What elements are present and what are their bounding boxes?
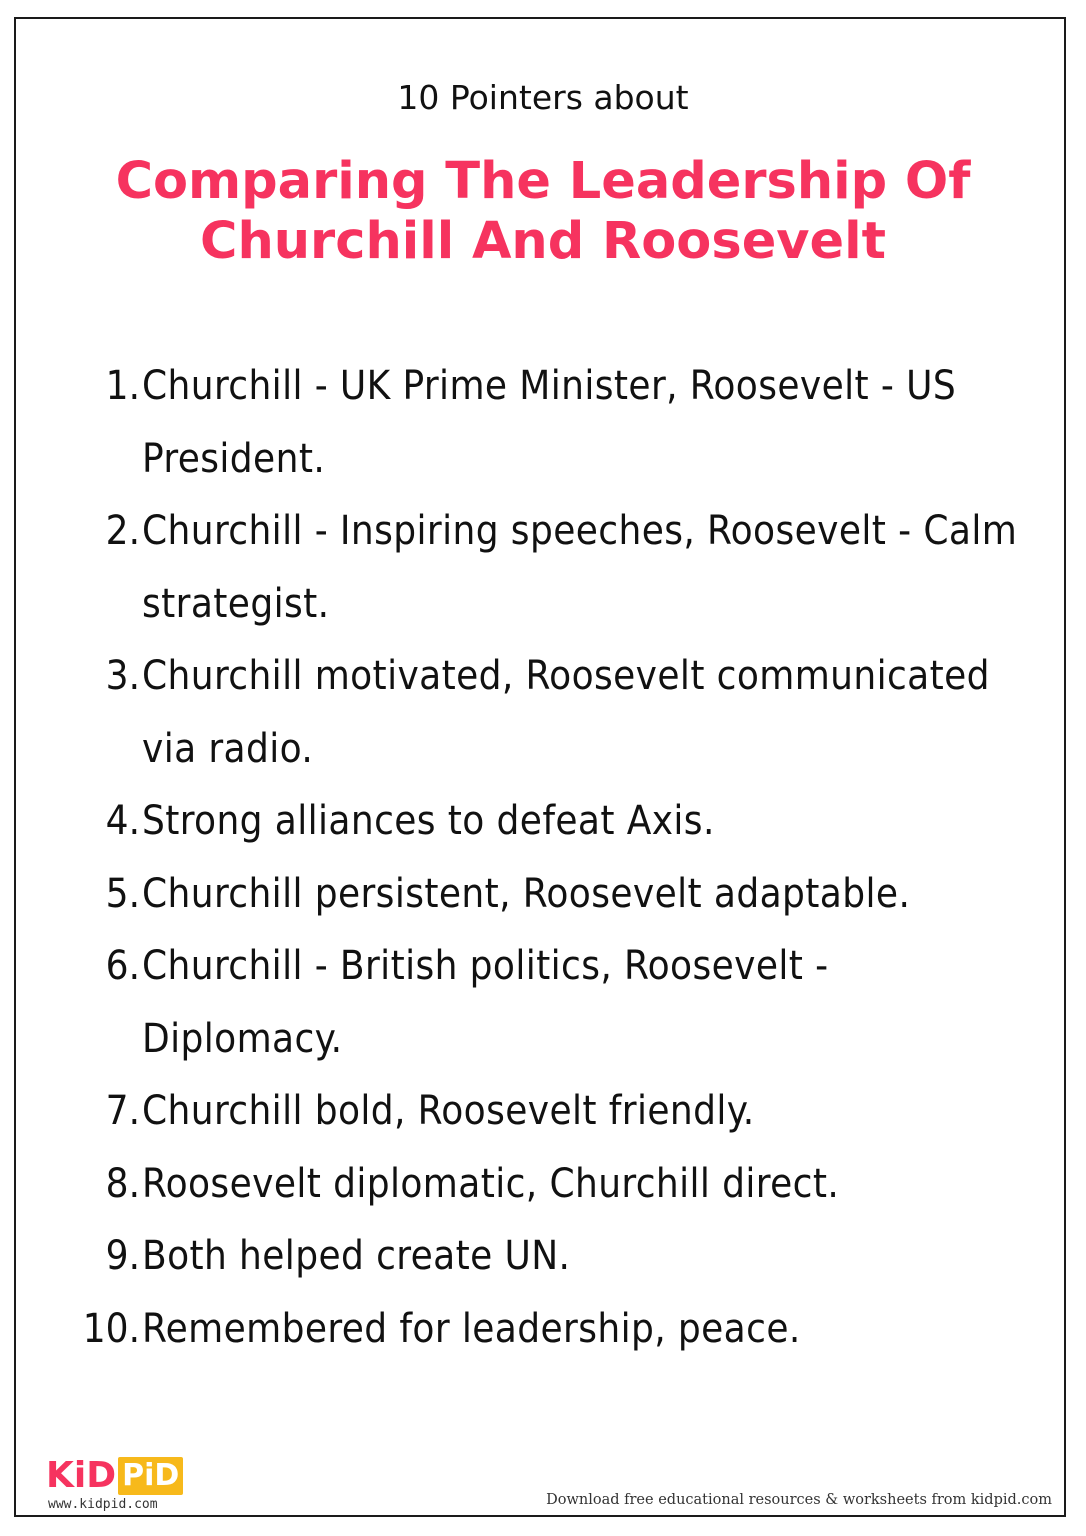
item-number: 6. bbox=[105, 943, 140, 989]
item-text: Churchill - Inspiring speeches, Roosevelt - Calm strategist. bbox=[142, 508, 1018, 627]
item-text: Roosevelt diplomatic, Churchill direct. bbox=[142, 1160, 840, 1207]
item-number: 5. bbox=[105, 870, 140, 917]
list-item bbox=[60, 1293, 1030, 1366]
item-text: Churchill bold, Roosevelt friendly. bbox=[142, 1088, 755, 1134]
list-item bbox=[60, 495, 1030, 640]
item-number: 9. bbox=[105, 1233, 140, 1279]
logo-kid-text: KiD bbox=[46, 1455, 117, 1496]
item-number: 7. bbox=[105, 1088, 140, 1134]
title-line-1: Comparing The Leadership Of bbox=[115, 152, 971, 211]
item-number: 4. bbox=[105, 798, 140, 844]
item-number: 1. bbox=[105, 363, 140, 409]
item-text: Strong alliances to defeat Axis. bbox=[142, 798, 715, 844]
list-item bbox=[60, 858, 1030, 931]
item-number: 10. bbox=[82, 1305, 140, 1352]
item-number: 8. bbox=[105, 1160, 140, 1207]
title-line-2: Churchill And Roosevelt bbox=[200, 212, 886, 271]
list-item bbox=[60, 785, 1030, 858]
kidpid-logo bbox=[46, 1455, 183, 1497]
item-text: Churchill motivated, Roosevelt communicated via radio. bbox=[142, 653, 990, 772]
item-number: 3. bbox=[105, 653, 140, 699]
item-text: Remembered for leadership, peace. bbox=[142, 1305, 801, 1352]
footer-text: Download free educational resources & worksheets from kidpid.com bbox=[546, 1492, 1052, 1508]
item-text: Churchill persistent, Roosevelt adaptable. bbox=[142, 870, 911, 917]
list-item bbox=[60, 1075, 1030, 1148]
logo-pid-text: PiD bbox=[118, 1457, 183, 1495]
list-item bbox=[60, 350, 1030, 495]
list-item bbox=[60, 1148, 1030, 1221]
list-item bbox=[60, 1220, 1030, 1293]
item-text: Both helped create UN. bbox=[142, 1233, 571, 1279]
list-item bbox=[60, 930, 1030, 1075]
item-text: Churchill - British politics, Roosevelt - Diplomacy. bbox=[142, 943, 829, 1062]
list-item bbox=[60, 640, 1030, 785]
pointers-list bbox=[60, 350, 1030, 1365]
kicker-heading: 10 Pointers about bbox=[397, 78, 689, 117]
item-text: Churchill - UK Prime Minister, Roosevelt - US President. bbox=[142, 363, 957, 482]
logo-url: www.kidpid.com bbox=[48, 1497, 158, 1512]
page-title bbox=[60, 152, 1026, 272]
item-number: 2. bbox=[105, 508, 140, 554]
